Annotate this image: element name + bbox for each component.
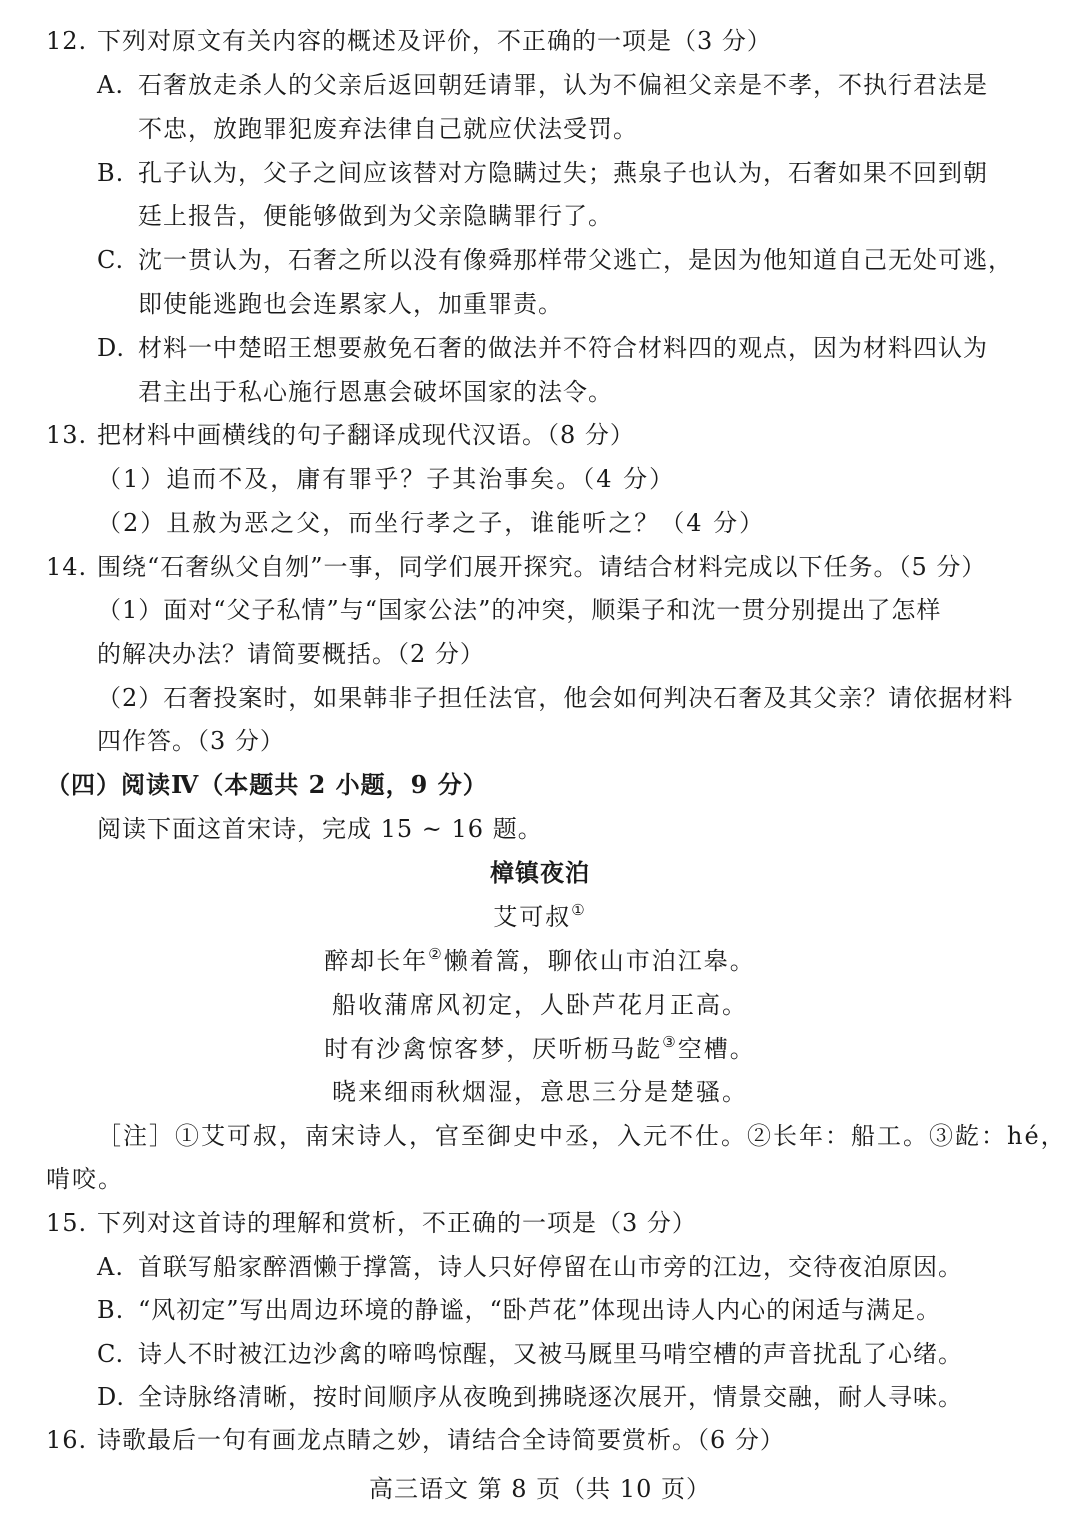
option-letter: A.	[97, 71, 124, 99]
poem-text: 懒着篙，聊依山市泊江皋。	[443, 947, 756, 975]
option-text: 材料一中楚昭王想要赦免石奢的做法并不符合材料四的观点，因为材料四认为	[138, 334, 988, 362]
note-marker: ③	[662, 1033, 678, 1051]
poem-text: 晓来细雨秋烟湿，意思三分是楚骚。	[332, 1078, 748, 1106]
option-letter: C.	[97, 246, 125, 274]
sub-question-text: 的解决办法？请简要概括。（2 分）	[97, 640, 485, 668]
q13-stem: 把材料中画横线的句子翻译成现代汉语。（8 分）	[97, 421, 635, 449]
q16-number: 16.	[46, 1426, 88, 1454]
option-text: 石奢放走杀人的父亲后返回朝廷请罪，认为不偏袒父亲是不孝，不执行君法是	[138, 71, 988, 99]
option-text: 全诗脉络清晰，按时间顺序从夜晚到拂晓逐次展开，情景交融，耐人寻味。	[138, 1383, 963, 1411]
page-footer: 高三语文 第 8 页（共 10 页）	[369, 1475, 711, 1503]
poem-text: 时有沙禽惊客梦，厌听枥马龁	[324, 1035, 663, 1063]
q12-number: 12.	[46, 27, 88, 55]
option-text: 不忠，放跑罪犯废弃法律自己就应伏法受罚。	[138, 115, 638, 143]
option-text: 即使能逃跑也会连累家人，加重罪责。	[138, 290, 563, 318]
q14-number: 14.	[46, 553, 88, 581]
sub-question-text: （2）石奢投案时，如果韩非子担任法官，他会如何判决石奢及其父亲？请依据材料	[97, 684, 1014, 712]
option-letter: D.	[97, 1383, 126, 1411]
note-marker: ①	[571, 901, 587, 919]
q12-stem: 下列对原文有关内容的概述及评价，不正确的一项是（3 分）	[97, 27, 772, 55]
section-intro: 阅读下面这首宋诗，完成 15 ~ 16 题。	[97, 815, 543, 843]
poem-text: 空槽。	[677, 1035, 756, 1063]
option-letter: B.	[97, 1296, 125, 1324]
option-text: 沈一贯认为，石奢之所以没有像舜那样带父逃亡，是因为他知道自己无处可逃，	[138, 246, 1013, 274]
note-marker: ②	[428, 945, 444, 963]
poem-title: 樟镇夜泊	[490, 858, 590, 887]
option-letter: B.	[97, 159, 125, 187]
sub-question-text: （2）且赦为恶之父，而坐行孝之子，谁能听之？（4 分）	[97, 509, 766, 537]
poem-author-line	[0, 902, 1080, 932]
q16-stem: 诗歌最后一句有画龙点睛之妙，请结合全诗简要赏析。（6 分）	[97, 1426, 785, 1454]
q14-stem: 围绕“石奢纵父自刎”一事，同学们展开探究。请结合材料完成以下任务。（5 分）	[97, 553, 987, 581]
poem-text: 船收蒲席风初定，人卧芦花月正高。	[332, 991, 748, 1019]
note-text: ［注］①艾可叔，南宋诗人，官至御史中丞，入元不仕。②长年：船工。③龁：hé，	[97, 1122, 1067, 1150]
sub-question-text: 四作答。（3 分）	[97, 727, 285, 755]
poem-author: 艾可叔	[493, 903, 572, 931]
option-text: 孔子认为，父子之间应该替对方隐瞒过失；燕泉子也认为，石奢如果不回到朝	[138, 159, 988, 187]
poem-line-2	[0, 990, 1080, 1020]
sub-question-text: （1）面对“父子私情”与“国家公法”的冲突，顺渠子和沈一贯分别提出了怎样	[97, 596, 942, 624]
q15-number: 15.	[46, 1209, 88, 1237]
option-letter: C.	[97, 1340, 125, 1368]
option-text: 首联写船家醉酒懒于撑篙，诗人只好停留在山市旁的江边，交待夜泊原因。	[138, 1253, 963, 1281]
note-text: 啃咬。	[46, 1165, 124, 1193]
poem-text: 醉却长年	[324, 947, 429, 975]
option-letter: D.	[97, 334, 126, 362]
poem-line-1	[0, 946, 1080, 976]
section-heading: （四）阅读Ⅳ（本题共 2 小题，9 分）	[46, 770, 488, 799]
option-text: 廷上报告，便能够做到为父亲隐瞒罪行了。	[138, 202, 613, 230]
option-text: 君主出于私心施行恩惠会破坏国家的法令。	[138, 378, 613, 406]
q13-number: 13.	[46, 421, 88, 449]
poem-line-3	[0, 1034, 1080, 1064]
poem-line-4	[0, 1077, 1080, 1107]
option-text: “风初定”写出周边环境的静谧，“卧芦花”体现出诗人内心的闲适与满足。	[138, 1296, 942, 1324]
sub-question-text: （1）追而不及，庸有罪乎？子其治事矣。（4 分）	[97, 465, 676, 493]
option-letter: A.	[97, 1253, 124, 1281]
q15-stem: 下列对这首诗的理解和赏析，不正确的一项是（3 分）	[97, 1209, 697, 1237]
option-text: 诗人不时被江边沙禽的啼鸣惊醒，又被马厩里马啃空槽的声音扰乱了心绪。	[138, 1340, 963, 1368]
